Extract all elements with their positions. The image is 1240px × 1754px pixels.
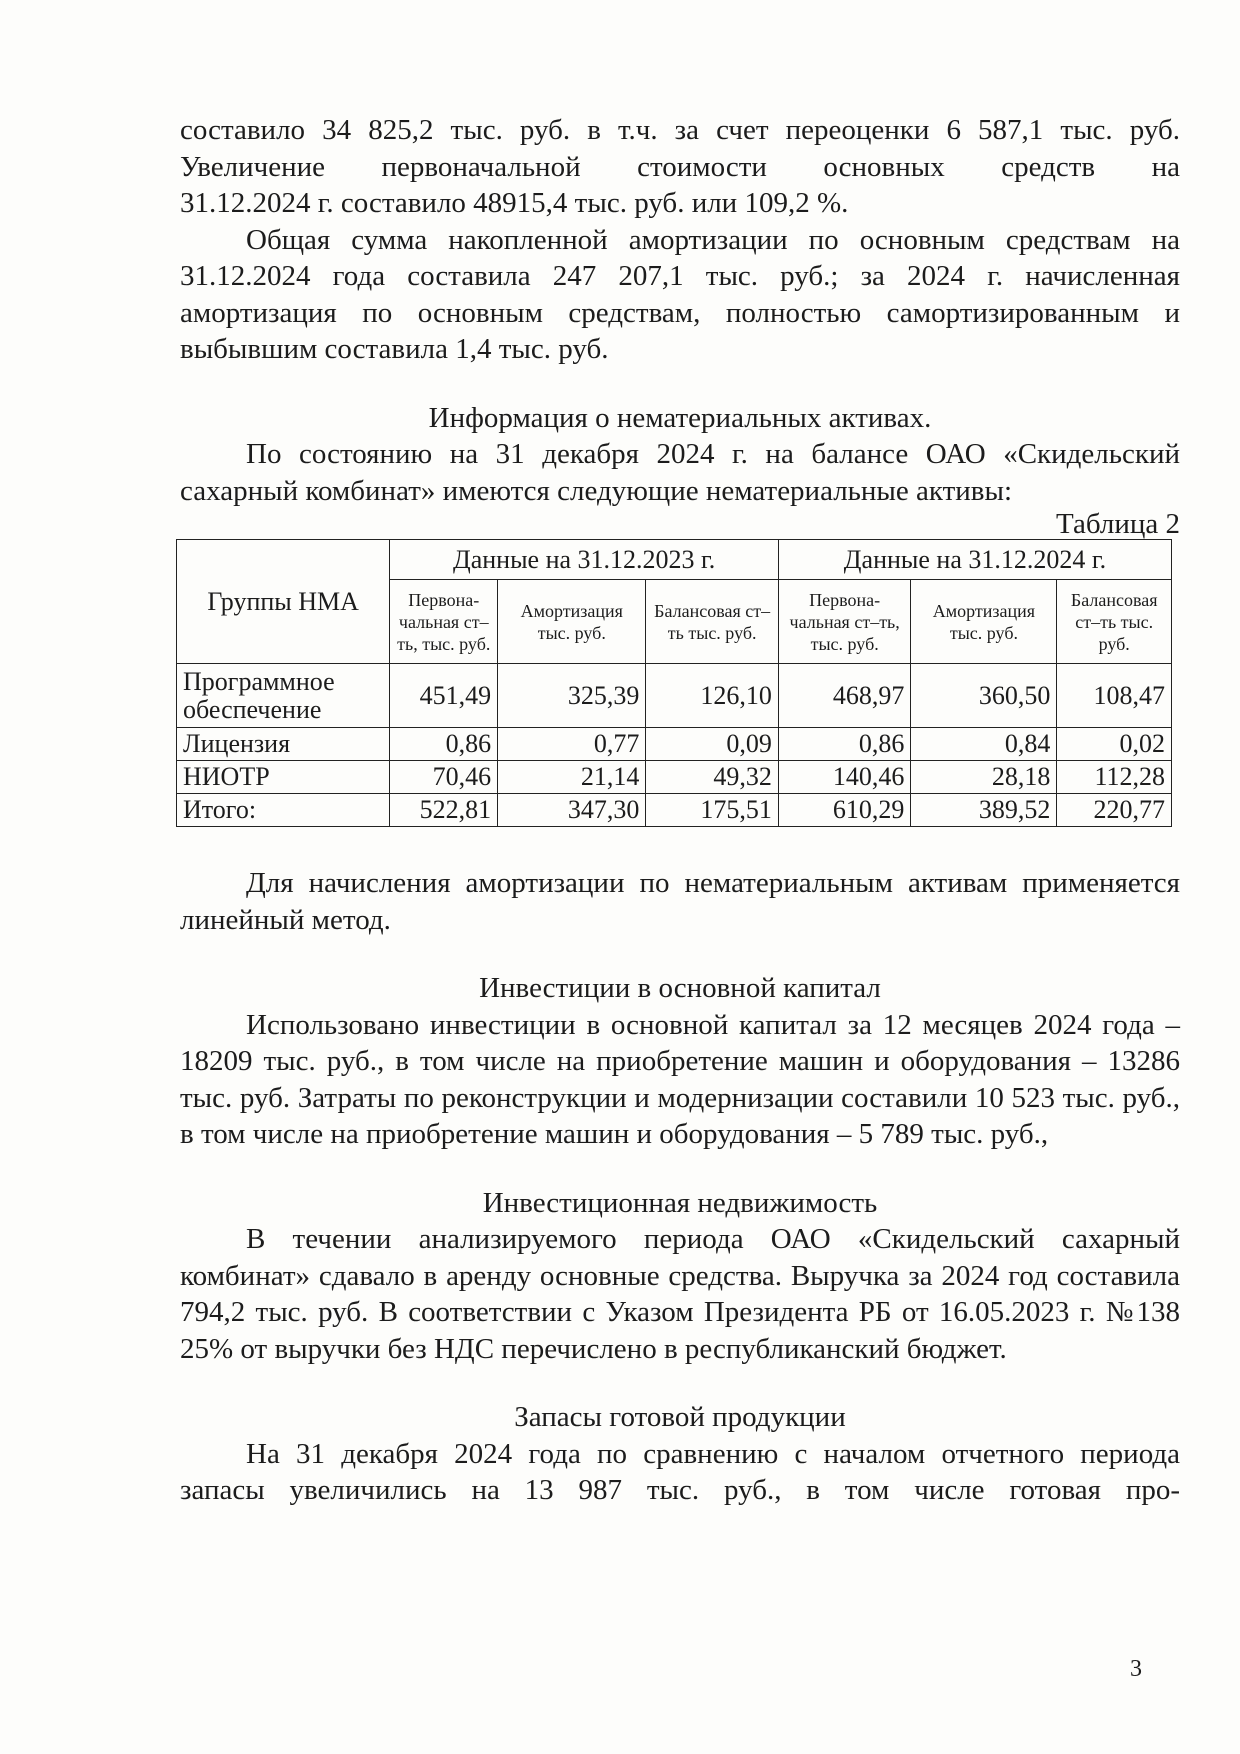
paragraph-amortization-method: Для начисления амортизации по нематериальным активам применяется линейный метод. bbox=[180, 867, 1180, 936]
intangibles-table bbox=[176, 539, 1172, 827]
cell-value: 220,77 bbox=[1057, 794, 1172, 827]
document-page bbox=[180, 112, 1180, 1509]
row-name: Итого: bbox=[177, 794, 390, 827]
cell-value: 0,77 bbox=[498, 728, 646, 761]
cell-value: 28,18 bbox=[911, 761, 1057, 794]
section-heading-investments: Инвестиции в основной капитал bbox=[479, 972, 881, 1004]
header-initial-2023: Первона-чальная ст–ть, тыс. руб. bbox=[390, 580, 498, 664]
row-name: Программное обеспечение bbox=[177, 664, 390, 728]
paragraph-realty: В течении анализируемого периода ОАО «Скидельский сахарный комбинат» сдавало в аренду основные средства. Выручка за 2024 год составила 794,2 тыс. руб. В соответствии с Указом Президента РБ от 16.05.2023 г. №138 25% от выручки без НДС перечислено в республиканский бюджет. bbox=[180, 1223, 1180, 1365]
cell-value: 325,39 bbox=[498, 664, 646, 728]
header-initial-2024: Первона-чальная ст–ть, тыс. руб. bbox=[778, 580, 911, 664]
spacer bbox=[180, 938, 1180, 970]
header-period-2024: Данные на 31.12.2024 г. bbox=[778, 540, 1171, 580]
header-period-2023: Данные на 31.12.2023 г. bbox=[390, 540, 779, 580]
cell-value: 175,51 bbox=[646, 794, 779, 827]
paragraph-depreciation: Общая сумма накопленной амортизации по основным средствам на 31.12.2024 года составила 247 207,1 тыс. руб.; за 2024 г. начисленная амортизация по основным средствам, полностью самортизированным и выбывшим составила 1,4 тыс. руб. bbox=[180, 223, 1180, 365]
header-amort-2023: Амортизация тыс. руб. bbox=[498, 580, 646, 664]
cell-value: 468,97 bbox=[778, 664, 911, 728]
paragraph-line: Увеличение первоначальной стоимости основных средств на bbox=[180, 150, 1180, 183]
spacer bbox=[180, 1367, 1180, 1399]
paragraph-line: составило 34 825,2 тыс. руб. в т.ч. за счет переоценки 6 587,1 тыс. руб. bbox=[180, 114, 1180, 146]
cell-value: 49,32 bbox=[646, 761, 779, 794]
table-row-total bbox=[177, 794, 1172, 827]
cell-value: 389,52 bbox=[911, 794, 1057, 827]
cell-value: 610,29 bbox=[778, 794, 911, 827]
table-row bbox=[177, 728, 1172, 761]
cell-value: 70,46 bbox=[390, 761, 498, 794]
table-row bbox=[177, 664, 1172, 728]
section-heading-stock: Запасы готовой продукции bbox=[514, 1401, 846, 1433]
header-balance-2023: Балансовая ст–ть тыс. руб. bbox=[646, 580, 779, 664]
row-name: Лицензия bbox=[177, 728, 390, 761]
cell-value: 0,86 bbox=[390, 728, 498, 761]
section-heading-intangibles: Информация о нематериальных активах. bbox=[428, 401, 932, 434]
header-groups: Группы НМА bbox=[177, 540, 390, 664]
cell-value: 21,14 bbox=[498, 761, 646, 794]
paragraph-line: 31.12.2024 г. составило 48915,4 тыс. руб. или 109,2 %. bbox=[180, 187, 849, 219]
cell-value: 347,30 bbox=[498, 794, 646, 827]
cell-value: 522,81 bbox=[390, 794, 498, 827]
cell-value: 112,28 bbox=[1057, 761, 1172, 794]
cell-value: 0,02 bbox=[1057, 728, 1172, 761]
spacer bbox=[180, 368, 1180, 400]
spacer bbox=[180, 827, 1180, 865]
paragraph-stock: На 31 декабря 2024 года по сравнению с началом отчетного периода запасы увеличились на 13 987 тыс. руб., в том числе готовая про- bbox=[180, 1437, 1180, 1506]
paragraph-intangibles-intro: По состоянию на 31 декабря 2024 г. на балансе ОАО «Скидельский сахарный комбинат» имеются следующие нематериальные активы: bbox=[180, 438, 1180, 507]
cell-value: 108,47 bbox=[1057, 664, 1172, 728]
cell-value: 360,50 bbox=[911, 664, 1057, 728]
section-heading-realty: Инвестиционная недвижимость bbox=[482, 1186, 878, 1219]
table-row bbox=[177, 761, 1172, 794]
row-name: НИОТР bbox=[177, 761, 390, 794]
header-amort-2024: Амортизация тыс. руб. bbox=[911, 580, 1057, 664]
cell-value: 0,86 bbox=[778, 728, 911, 761]
cell-value: 451,49 bbox=[390, 664, 498, 728]
table-caption: Таблица 2 bbox=[1055, 508, 1180, 540]
page-number: 3 bbox=[1130, 1656, 1142, 1682]
paragraph-investments: Использовано инвестиции в основной капитал за 12 месяцев 2024 года – 18209 тыс. руб., в том числе на приобретение машин и оборудования – 13286 тыс. руб. Затраты по реконструкции и модернизации составили 10 523 тыс. руб., в том числе на приобретение машин и оборудования – 5 789 тыс. руб., bbox=[180, 1008, 1180, 1150]
cell-value: 140,46 bbox=[778, 761, 911, 794]
spacer bbox=[180, 1153, 1180, 1185]
cell-value: 0,09 bbox=[646, 728, 779, 761]
cell-value: 0,84 bbox=[911, 728, 1057, 761]
cell-value: 126,10 bbox=[646, 664, 779, 728]
header-balance-2024: Балансовая ст–ть тыс. руб. bbox=[1057, 580, 1172, 664]
